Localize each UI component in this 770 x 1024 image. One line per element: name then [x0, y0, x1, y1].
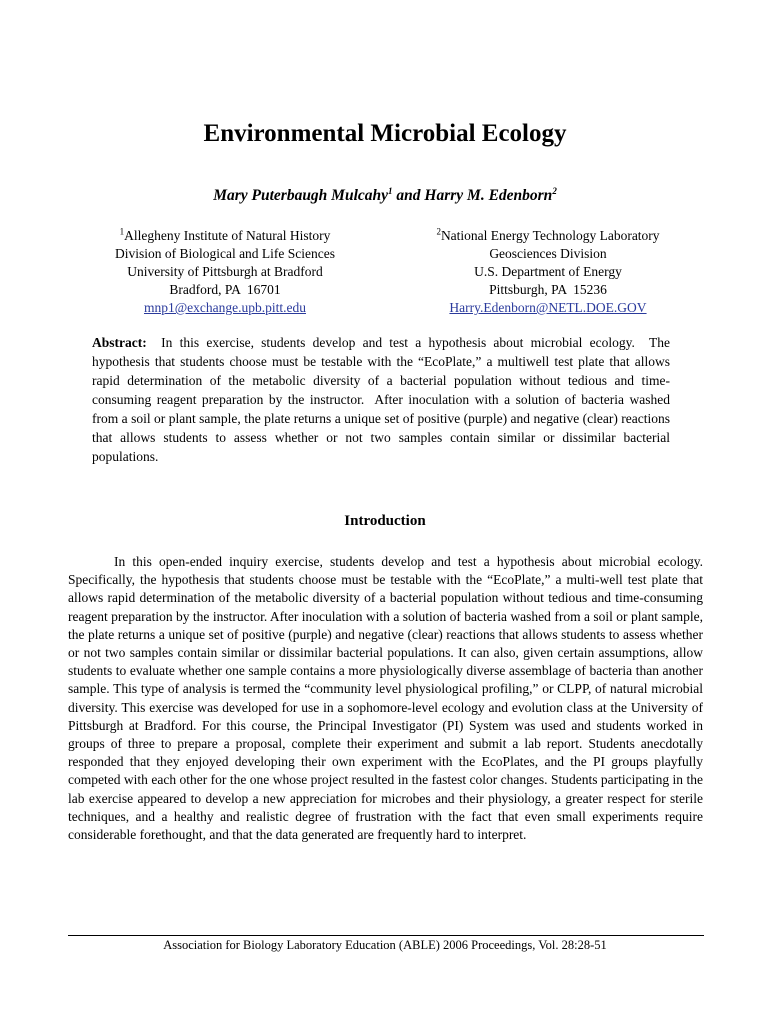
affiliation-right-line1 [415, 227, 681, 245]
author-line [0, 187, 770, 205]
affiliation-right-mark: 2 [436, 226, 441, 237]
affiliation-right-line2: Geosciences Division [489, 246, 607, 261]
author-1-name: Mary Puterbaugh Mulcahy [213, 187, 389, 204]
introduction-heading: Introduction [344, 513, 426, 529]
affiliation-left-email-link[interactable]: mnp1@exchange.upb.pitt.edu [143, 300, 307, 315]
author-conjunction: and [392, 187, 425, 204]
author-1-mark: 1 [388, 185, 393, 196]
footer-citation: Association for Biology Laboratory Education (ABLE) 2006 Proceedings, Vol. 28:28-51 [163, 938, 607, 952]
affiliation-right-institute: National Energy Technology Laboratory [440, 228, 660, 243]
affiliation-left-line3: University of Pittsburgh at Bradford [127, 264, 323, 279]
affiliation-right-line4: Pittsburgh, PA 15236 [489, 282, 607, 297]
affiliation-left-line4: Bradford, PA 16701 [169, 282, 281, 297]
paper-title: Environmental Microbial Ecology [203, 120, 567, 147]
abstract-label: Abstract: [92, 335, 147, 350]
abstract-paragraph [92, 333, 674, 466]
affiliation-right [415, 227, 681, 317]
abstract-text: In this exercise, students develop and test a hypothesis about microbial ecology. The hypothesis that students choose must be testable with the “EcoPlate,” a multiwell test plate that allows rapid determination of the metabolic diversity of a bacterial population without tedious and time-consuming reagent preparation by the instructor. After inoculation with a solution of bacteria washed from a soil or plant sample, the plate returns a unique set of positive (purple) and negative (clear) reactions that allows students to assess whether or not two samples contain similar or dissimilar bacterial populations. [92, 335, 674, 464]
affiliation-right-line3: U.S. Department of Energy [474, 264, 622, 279]
affiliation-left-line2: Division of Biological and Life Sciences [114, 246, 336, 261]
footer-divider [68, 935, 704, 936]
introduction-paragraph: In this open-ended inquiry exercise, students develop and test a hypothesis about microbial ecology. Specifically, the hypothesis that students choose must be testable with the “EcoPlate,” a multi-well test plate that allows rapid determination of the metabolic diversity of a bacterial population without tedious and time-consuming reagent preparation by the instructor. After inoculation with a solution of bacteria washed from a soil or plant sample, the plate returns a unique set of positive (purple) and negative (clear) reactions that allows students to assess whether or not two samples contain similar or dissimilar bacterial populations. It can also, given certain assumptions, allow students to evaluate whether one sample contains a more physiologically diverse assemblage of bacteria than another sample. This type of analysis is termed the “community level physiological profiling,” or CLPP, of natural microbial diversity. This exercise was developed for use in a sophomore-level ecology and evolution class at the University of Pittsburgh at Bradford. For this course, the Principal Investigator (PI) System was used and students worked in groups of three to prepare a proposal, complete their experiment and submit a lab report. Students anecdotally responded that they enjoyed developing their own experiment with the EcoPlates, and the PI groups playfully competed with each other for the one whose project resulted in the fastest color changes. Students participating in the lab exercise appeared to develop a new appreciation for microbes and their physiology, a greater respect for sterile techniques, and a healthy and realistic degree of frustration with the fact that even small experiments require considerable forethought, and that the data generated are frequently hard to interpret. [68, 554, 703, 843]
author-2-name: Harry M. Edenborn [424, 187, 553, 204]
affiliation-right-email-link[interactable]: Harry.Edenborn@NETL.DOE.GOV [449, 300, 647, 315]
affiliation-left-line1 [92, 227, 358, 245]
affiliation-left-institute: Allegheny Institute of Natural History [124, 228, 331, 243]
affiliation-left-mark: 1 [119, 226, 125, 237]
author-2-mark: 2 [552, 185, 557, 196]
affiliation-left [92, 227, 358, 317]
